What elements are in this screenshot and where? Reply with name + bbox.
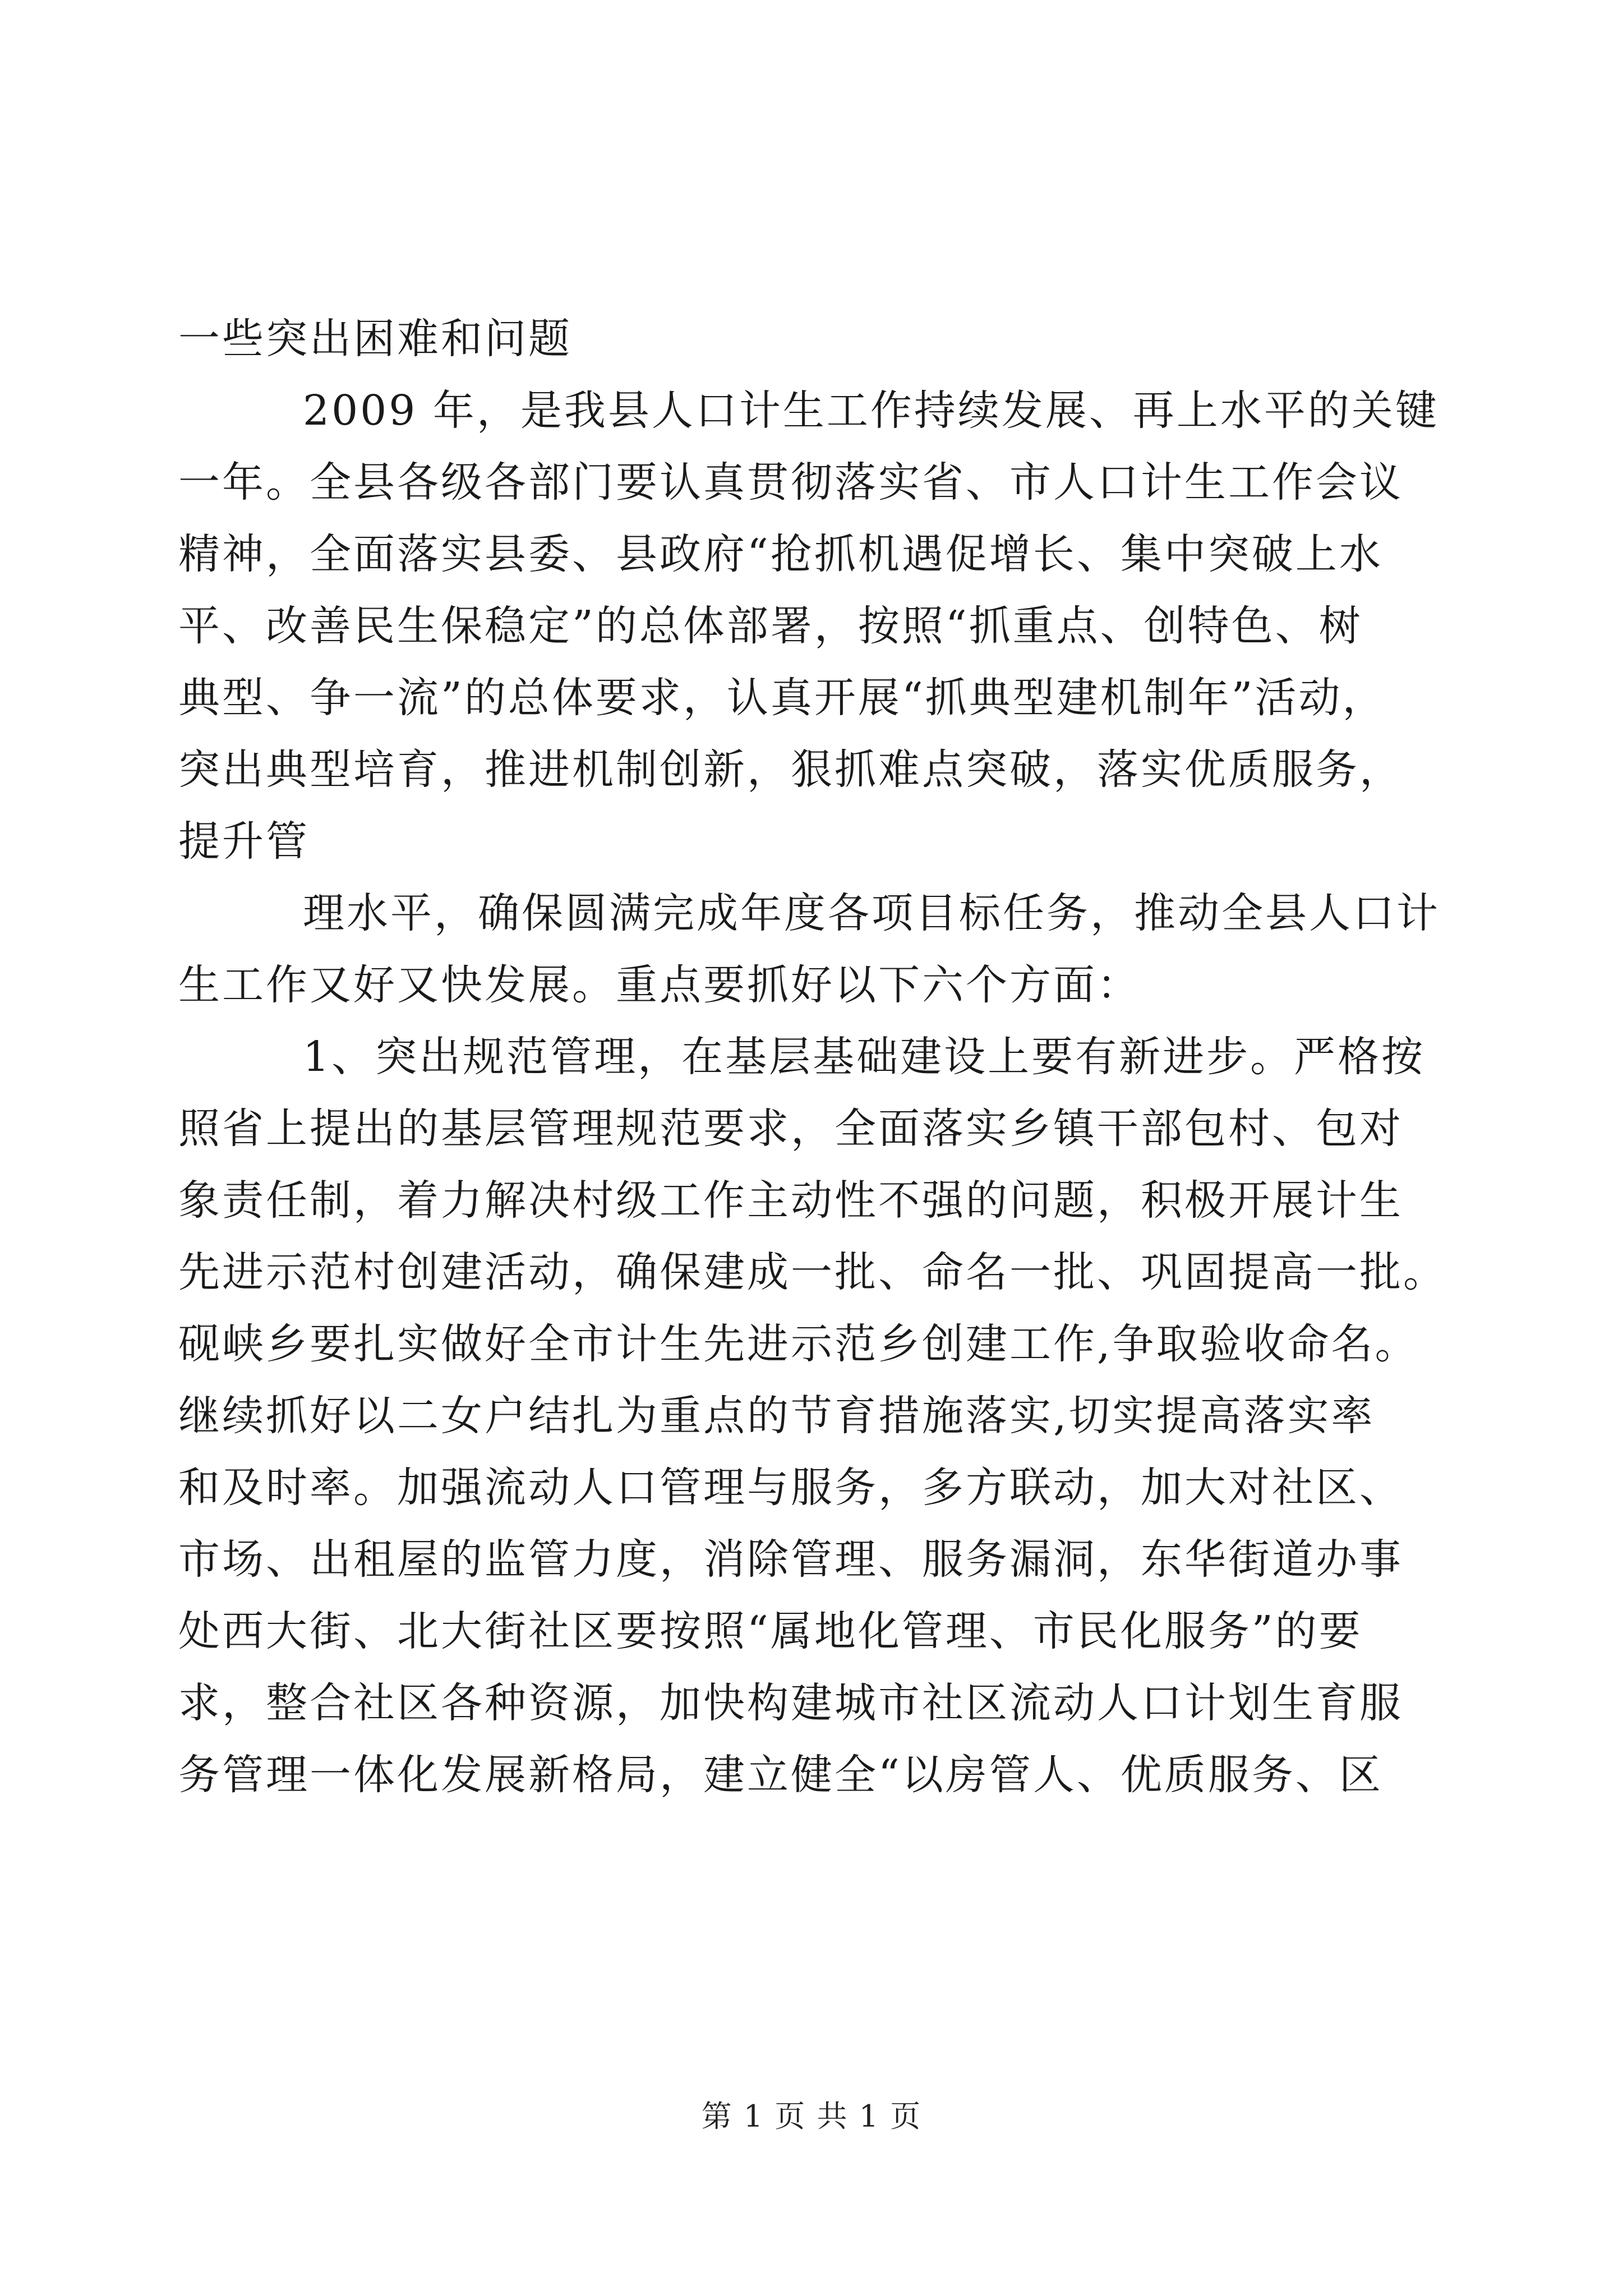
- text-line: 一年。全县各级各部门要认真贯彻落实省、市人口计生工作会议: [178, 458, 1403, 507]
- text-line: 突出典型培育，推进机制创新，狠抓难点突破，落实优质服务，: [178, 746, 1403, 794]
- text-line: 生工作又好又快发展。重点要抓好以下六个方面：: [178, 961, 1141, 1009]
- text-line: 平、改善民生保稳定”的总体部署，按照“抓重点、创特色、树: [178, 602, 1363, 650]
- text-line: 理水平，确保圆满完成年度各项目标任务，推动全县人口计: [303, 889, 1440, 937]
- text-line: 典型、争一流”的总体要求，认真开展“抓典型建机制年”活动，: [178, 674, 1386, 722]
- text-line: 市场、出租屋的监管力度，消除管理、服务漏洞，东华街道办事: [178, 1535, 1403, 1584]
- text-line: 照省上提出的基层管理规范要求，全面落实乡镇干部包村、包对: [178, 1105, 1403, 1153]
- page-number-footer: 第 1 页 共 1 页: [701, 2099, 922, 2134]
- text-line: 求，整合社区各种资源，加快构建城市社区流动人口计划生育服: [178, 1679, 1403, 1727]
- text-line: 一些突出困难和问题: [178, 315, 572, 363]
- text-line: 处西大街、北大街社区要按照“属地化管理、市民化服务”的要: [178, 1607, 1363, 1655]
- text-line: 先进示范村创建活动，确保建成一批、命名一批、巩固提高一批。: [178, 1248, 1447, 1296]
- text-line: 务管理一体化发展新格局，建立健全“以房管人、优质服务、区: [178, 1751, 1383, 1799]
- text-line: 1、突出规范管理，在基层基础建设上要有新进步。严格按: [303, 1033, 1426, 1081]
- text-line: 2009 年，是我县人口计生工作持续发展、再上水平的关键: [303, 386, 1439, 435]
- body-text: [178, 303, 1451, 1811]
- text-line: 继续抓好以二女户结扎为重点的节育措施落实,切实提高落实率: [178, 1392, 1375, 1440]
- text-line: 精神，全面落实县委、县政府“抢抓机遇促增长、集中突破上水: [178, 530, 1383, 578]
- text-line: 砚峡乡要扎实做好全市计生先进示范乡创建工作,争取验收命名。: [178, 1320, 1419, 1368]
- text-line: 提升管: [178, 817, 310, 866]
- text-line: 象责任制，着力解决村级工作主动性不强的问题，积极开展计生: [178, 1176, 1403, 1225]
- text-line: 和及时率。加强流动人口管理与服务，多方联动，加大对社区、: [178, 1464, 1403, 1512]
